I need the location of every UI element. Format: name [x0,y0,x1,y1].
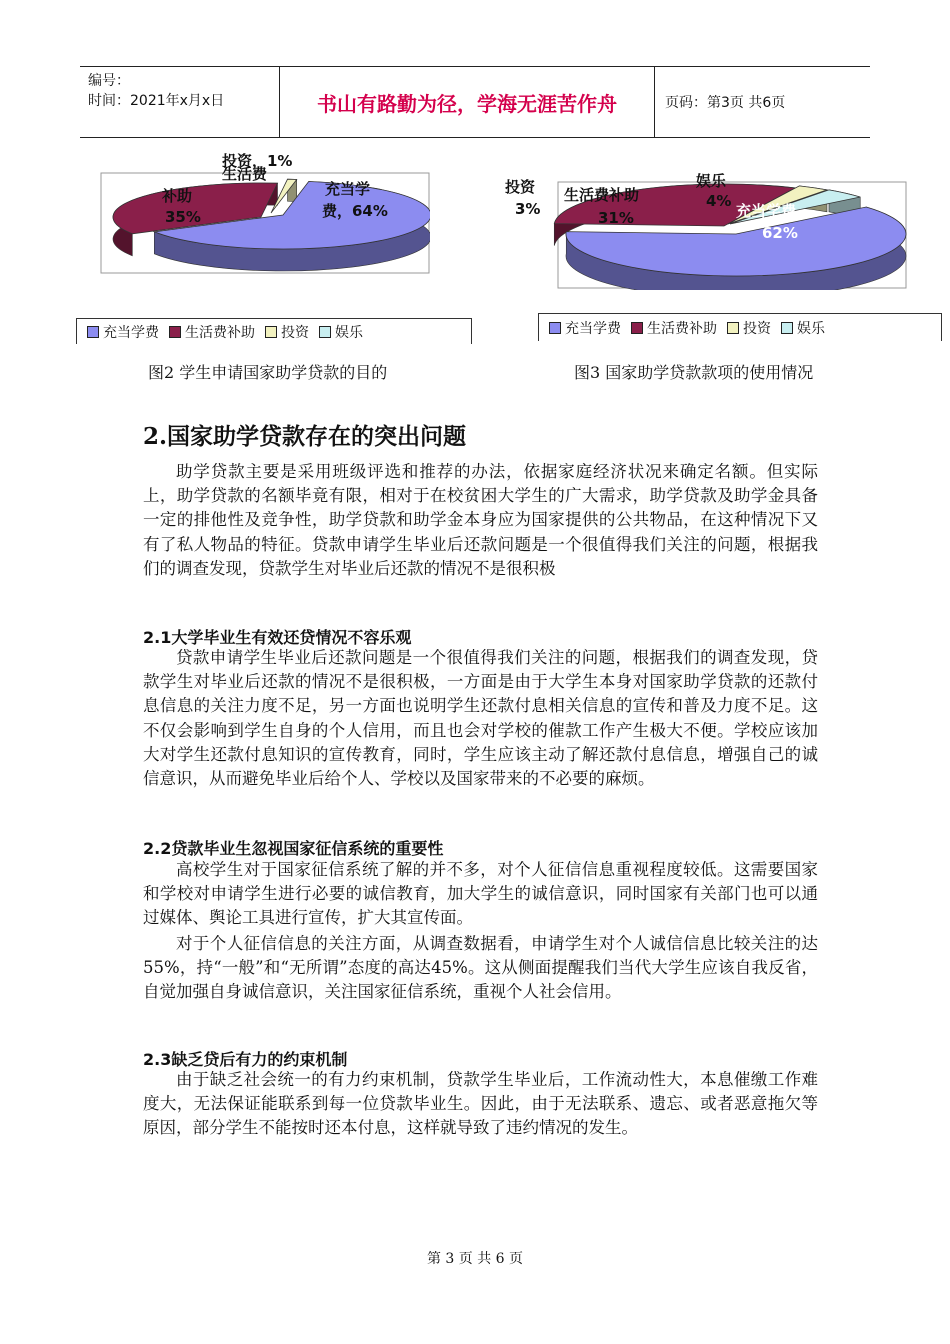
slice-label-living-a: 生活费补助 [564,186,640,204]
legend-swatch-living [169,326,181,338]
number-label: 编号： [88,73,130,89]
legend-label-fee: 充当学费 [565,320,621,337]
slice-label-living-b: 31% [598,209,634,227]
legend-swatch-fee [87,326,99,338]
figure-caption-2: 图2 学生申请国家助学贷款的目的 [148,363,388,382]
subsection-2-3-paragraph: 由于缺乏社会统一的有力约束机制，贷款学生毕业后，工作流动性大，本息催缴工作难度大，无法保证能联系到每一位贷款毕业生。因此，由于无法联系、遗忘、或者恶意拖欠等原因，部分学生不能按时还本付息，这样就导致了违约情况的发生。 [143,1070,818,1138]
legend-label-fun: 娱乐 [335,324,363,341]
slice-label-living-b: 补助 [162,187,193,205]
slice-label-invest-b: 3% [515,200,541,218]
legend-label-fun: 娱乐 [797,320,825,337]
subsection-2-2-paragraph-1: 高校学生对于国家征信系统了解的并不多，对个人征信信息重视程度较低。这需要国家和学校对申请学生进行必要的诚信教育，加大学生的诚信意识，同时国家有关部门也可以通过媒体、舆论工具进行宣传，扩大其宣传面。 [143,860,818,928]
pie-chart-purpose [100,150,430,274]
subsection-title-2-1: 2.1大学毕业生有效还贷情况不容乐观 [143,628,412,647]
legend-swatch-fun [319,326,331,338]
legend-item-fun [781,318,825,338]
legend-swatch-living [631,322,643,334]
pie-chart-usage [500,170,910,290]
pie-chart-purpose-svg [100,150,430,274]
section-intro: 助学贷款主要是采用班级评选和推荐的办法，依据家庭经济状况来确定名额。但实际上，助学贷款的名额毕竟有限，相对于在校贫困大学生的广大需求，助学贷款及助学金具备一定的排他性及竞争性，助学贷款和助学金本身应为国家提供的公共物品，在这种情况下又有了私人物品的特征。贷款申请学生毕业后还款问题是一个很值得我们关注的问题，根据我们的调查发现，贷款学生对毕业后还款的情况不是很积极 [143,462,818,578]
page-header [80,66,870,138]
legend-swatch-invest [727,322,739,334]
section-title: 2.国家助学贷款存在的突出问题 [143,423,467,450]
header-motto: 书山有路勤为径，学海无涯苦作舟 [280,67,655,137]
header-meta [80,67,280,137]
legend-item-fee [549,318,621,338]
legend-item-living [169,322,255,342]
pie-chart-usage-svg [500,170,910,290]
page-footer: 第 3 页 共 6 页 [426,1251,524,1267]
legend-item-fun [319,322,363,342]
subsection-2-2-paragraph-2: 对于个人征信信息的关注方面，从调查数据看，申请学生对个人诚信信息比较关注的达55%，持“一般”和“无所谓”态度的高达45%。这从侧面提醒我们当代大学生应该自我反省，自觉加强自身诚信意识，关注国家征信系统，重视个人社会信用。 [143,934,818,1002]
date-label: 时间：2021年x月x日 [88,93,225,109]
legend-usage [538,313,942,341]
figure-caption-3: 图3 国家助学贷款款项的使用情况 [574,363,814,382]
legend-item-fee [87,322,159,342]
legend-swatch-invest [265,326,277,338]
subsection-2-1-paragraph: 贷款申请学生毕业后还款问题是一个很值得我们关注的问题，根据我们的调查发现，贷款学生对毕业后还款的情况不是很积极，一方面是由于大学生本身对国家助学贷款的还款付息信息的关注力度不足，另一方面也说明学生还款付息相关信息的宣传和普及力度不足。这不仅会影响到学生自身的个人信用，而且也会对学校的催款工作产生极大不便。学校应该加大对学生还款付息知识的宣传教育，同时，学生应该主动了解还款付息信息，增强自己的诚信意识，从而避免毕业后给个人、学校以及国家带来的不必要的麻烦。 [143,648,818,789]
slice-label-living-a: 生活费 [222,165,268,183]
legend-purpose [76,318,472,344]
legend-swatch-fun [781,322,793,334]
legend-label-invest: 投资 [281,324,309,341]
legend-swatch-fee [549,322,561,334]
legend-label-living: 生活费补助 [185,324,255,341]
slice-label-fee-a: 充当学费 [736,202,797,220]
slice-label-fee-b: 62% [762,224,798,242]
legend-label-invest: 投资 [743,320,771,337]
subsection-title-2-2: 2.2贷款毕业生忽视国家征信系统的重要性 [143,839,444,858]
legend-item-invest [727,318,771,338]
slice-label-fee-a: 充当学 [325,180,371,198]
slice-label-invest-a: 投资 [505,178,536,196]
slice-label-fee-b: 费，64% [322,202,388,220]
slice-label-fun-b: 4% [706,192,732,210]
legend-item-invest [265,322,309,342]
slice-label-fun-a: 娱乐 [696,172,727,190]
header-page-info: 页码：第3页 共6页 [665,95,786,111]
subsection-title-2-3: 2.3缺乏贷后有力的约束机制 [143,1050,348,1069]
slice-label-living-c: 35% [165,208,201,226]
legend-label-fee: 充当学费 [103,324,159,341]
slice-label-invest: 投资，1% [222,152,293,170]
legend-item-living [631,318,717,338]
legend-label-living: 生活费补助 [647,320,717,337]
